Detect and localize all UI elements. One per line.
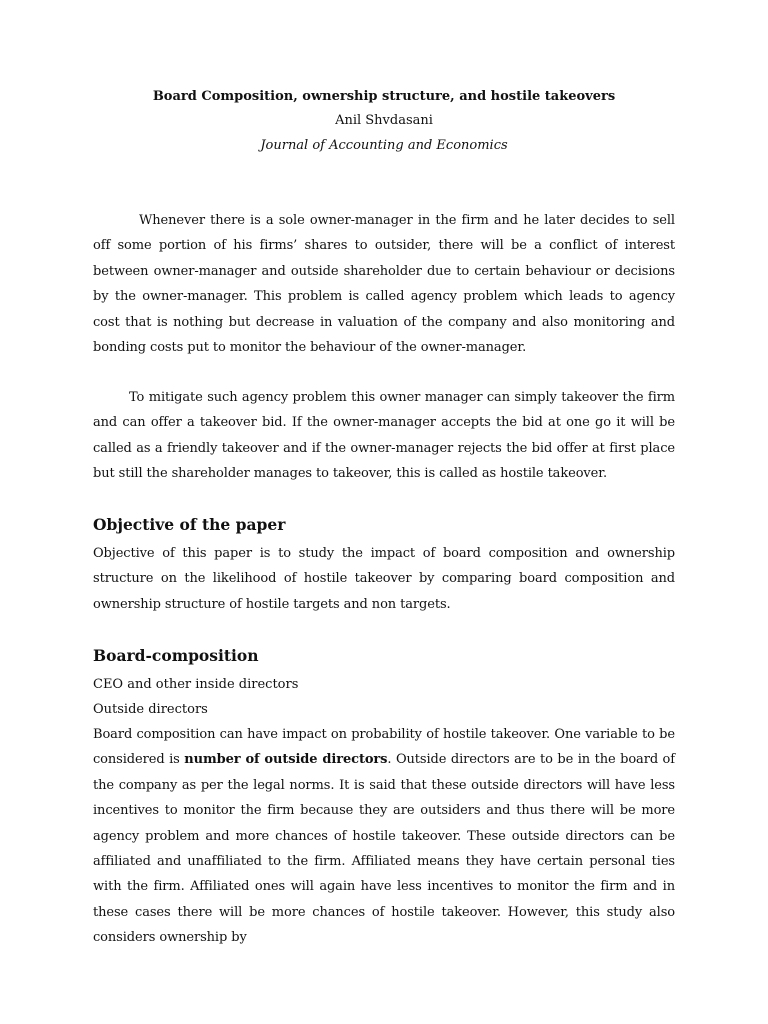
intro-paragraph: Whenever there is a sole owner-manager in the firm and he later decides to sell off some portion of his firms’ shares to outsider, there will be a conflict of interest between owner-manager and outside shareholder due to certain behaviour or decisions by the owner-manager. This problem is called agency problem which leads to agency cost that is nothing but decrease in valuation of the company and also monitoring and bonding costs put to monitor the behaviour of the owner-manager. [93,213,675,356]
board-text-start: Board composition can have impact on probability of hostile takeover. One variable to be considered is [93,727,675,768]
board-item-ceo: CEO and other inside directors [93,677,299,692]
objective-paragraph: Objective of this paper is to study the impact of board composition and ownership structure on the likelihood of hostile takeover by comparing board composition and ownership structure of hostile targets and non targets. [93,546,675,612]
title-block [0,86,768,158]
board-item-outside-directors: Outside directors [93,702,208,717]
journal-name: Journal of Accounting and Economics [260,138,508,153]
objective-heading: Objective of the paper [93,515,286,534]
paper-title: Board Composition, ownership structure, and hostile takeovers [152,89,616,104]
takeover-paragraph: To mitigate such agency problem this owner manager can simply takeover the firm and can offer a takeover bid. If the owner-manager accepts the bid at one go it will be called as a friendly takeover and if the owner-manager rejects the bid offer at first place but still the shareholder manages to takeover, this is called as hostile takeover. [93,390,675,482]
author-name: Anil Shvdasani [335,113,433,128]
board-text-bold: number of outside directors [184,752,388,768]
board-composition-paragraph [93,722,675,951]
board-composition-heading: Board-composition [93,646,259,665]
board-text-end: . Outside directors are to be in the board of the company as per the legal norms. It is said that these outside directors will have less incentives to monitor the firm because they are outsiders and thus there will be more agency problem and more chances of hostile takeover. These outside directors can be affiliated and unaffiliated to the firm. Affiliated means they have certain personal ties with the firm. Affiliated ones will again have less incentives to monitor the firm and in these cases there will be more chances of hostile takeover. However, this study also considers ownership by [93,752,676,946]
